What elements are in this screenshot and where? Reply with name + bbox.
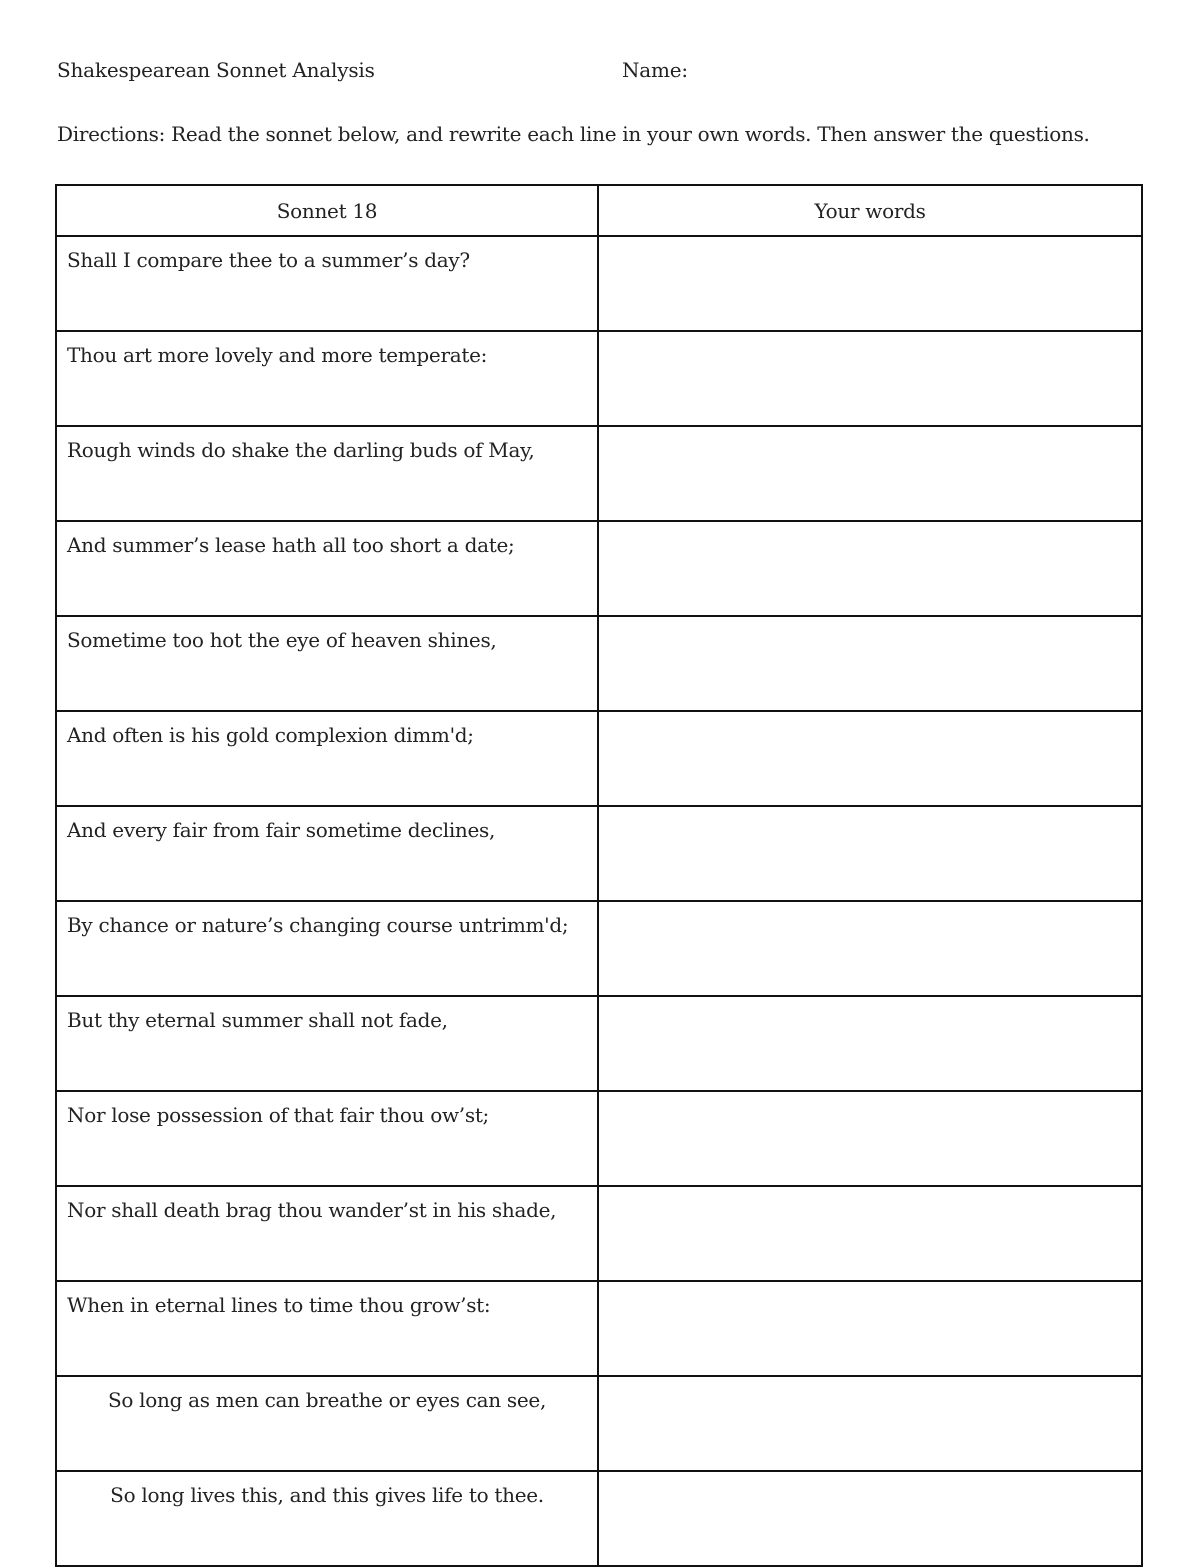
sonnet-line-cell: Nor shall death brag thou wander’st in his shade, [56,1186,598,1281]
your-words-cell[interactable] [598,1471,1142,1566]
table-row [56,711,1142,806]
sonnet-line-cell: Rough winds do shake the darling buds of May, [56,426,598,521]
table-row [56,1281,1142,1376]
your-words-cell[interactable] [598,901,1142,996]
table-row [56,901,1142,996]
your-words-cell[interactable] [598,1186,1142,1281]
sonnet-line-cell: And summer’s lease hath all too short a date; [56,521,598,616]
your-words-cell[interactable] [598,521,1142,616]
your-words-cell[interactable] [598,236,1142,331]
your-words-cell[interactable] [598,1376,1142,1471]
sonnet-table [55,184,1143,1567]
table-row [56,996,1142,1091]
table-row [56,331,1142,426]
column-header-your-words: Your words [598,185,1142,236]
your-words-cell[interactable] [598,996,1142,1091]
sonnet-line-cell: Nor lose possession of that fair thou ow’st; [56,1091,598,1186]
sonnet-line-cell: Shall I compare thee to a summer’s day? [56,236,598,331]
table-row [56,1186,1142,1281]
your-words-cell[interactable] [598,331,1142,426]
sonnet-line-cell: Sometime too hot the eye of heaven shines, [56,616,598,711]
your-words-cell[interactable] [598,616,1142,711]
table-row [56,616,1142,711]
sonnet-line-cell: Thou art more lovely and more temperate: [56,331,598,426]
sonnet-line-cell: And often is his gold complexion dimm'd; [56,711,598,806]
table-row [56,1471,1142,1566]
sonnet-line-cell: When in eternal lines to time thou grow’st: [56,1281,598,1376]
directions-text: Directions: Read the sonnet below, and rewrite each line in your own words. Then answer the questions. [57,122,1090,146]
table-row [56,236,1142,331]
table-row [56,426,1142,521]
sonnet-line-cell: And every fair from fair sometime declines, [56,806,598,901]
table-row [56,806,1142,901]
table-row [56,521,1142,616]
worksheet-title: Shakespearean Sonnet Analysis [57,58,375,82]
name-label: Name: [622,58,688,82]
your-words-cell[interactable] [598,426,1142,521]
table-row [56,1091,1142,1186]
table-header-row [56,185,1142,236]
sonnet-line-cell: But thy eternal summer shall not fade, [56,996,598,1091]
your-words-cell[interactable] [598,711,1142,806]
your-words-cell[interactable] [598,1091,1142,1186]
column-header-sonnet: Sonnet 18 [56,185,598,236]
table-row [56,1376,1142,1471]
sonnet-line-cell: So long as men can breathe or eyes can see, [56,1376,598,1471]
sonnet-line-cell: By chance or nature’s changing course untrimm'd; [56,901,598,996]
sonnet-line-cell: So long lives this, and this gives life to thee. [56,1471,598,1566]
your-words-cell[interactable] [598,806,1142,901]
your-words-cell[interactable] [598,1281,1142,1376]
